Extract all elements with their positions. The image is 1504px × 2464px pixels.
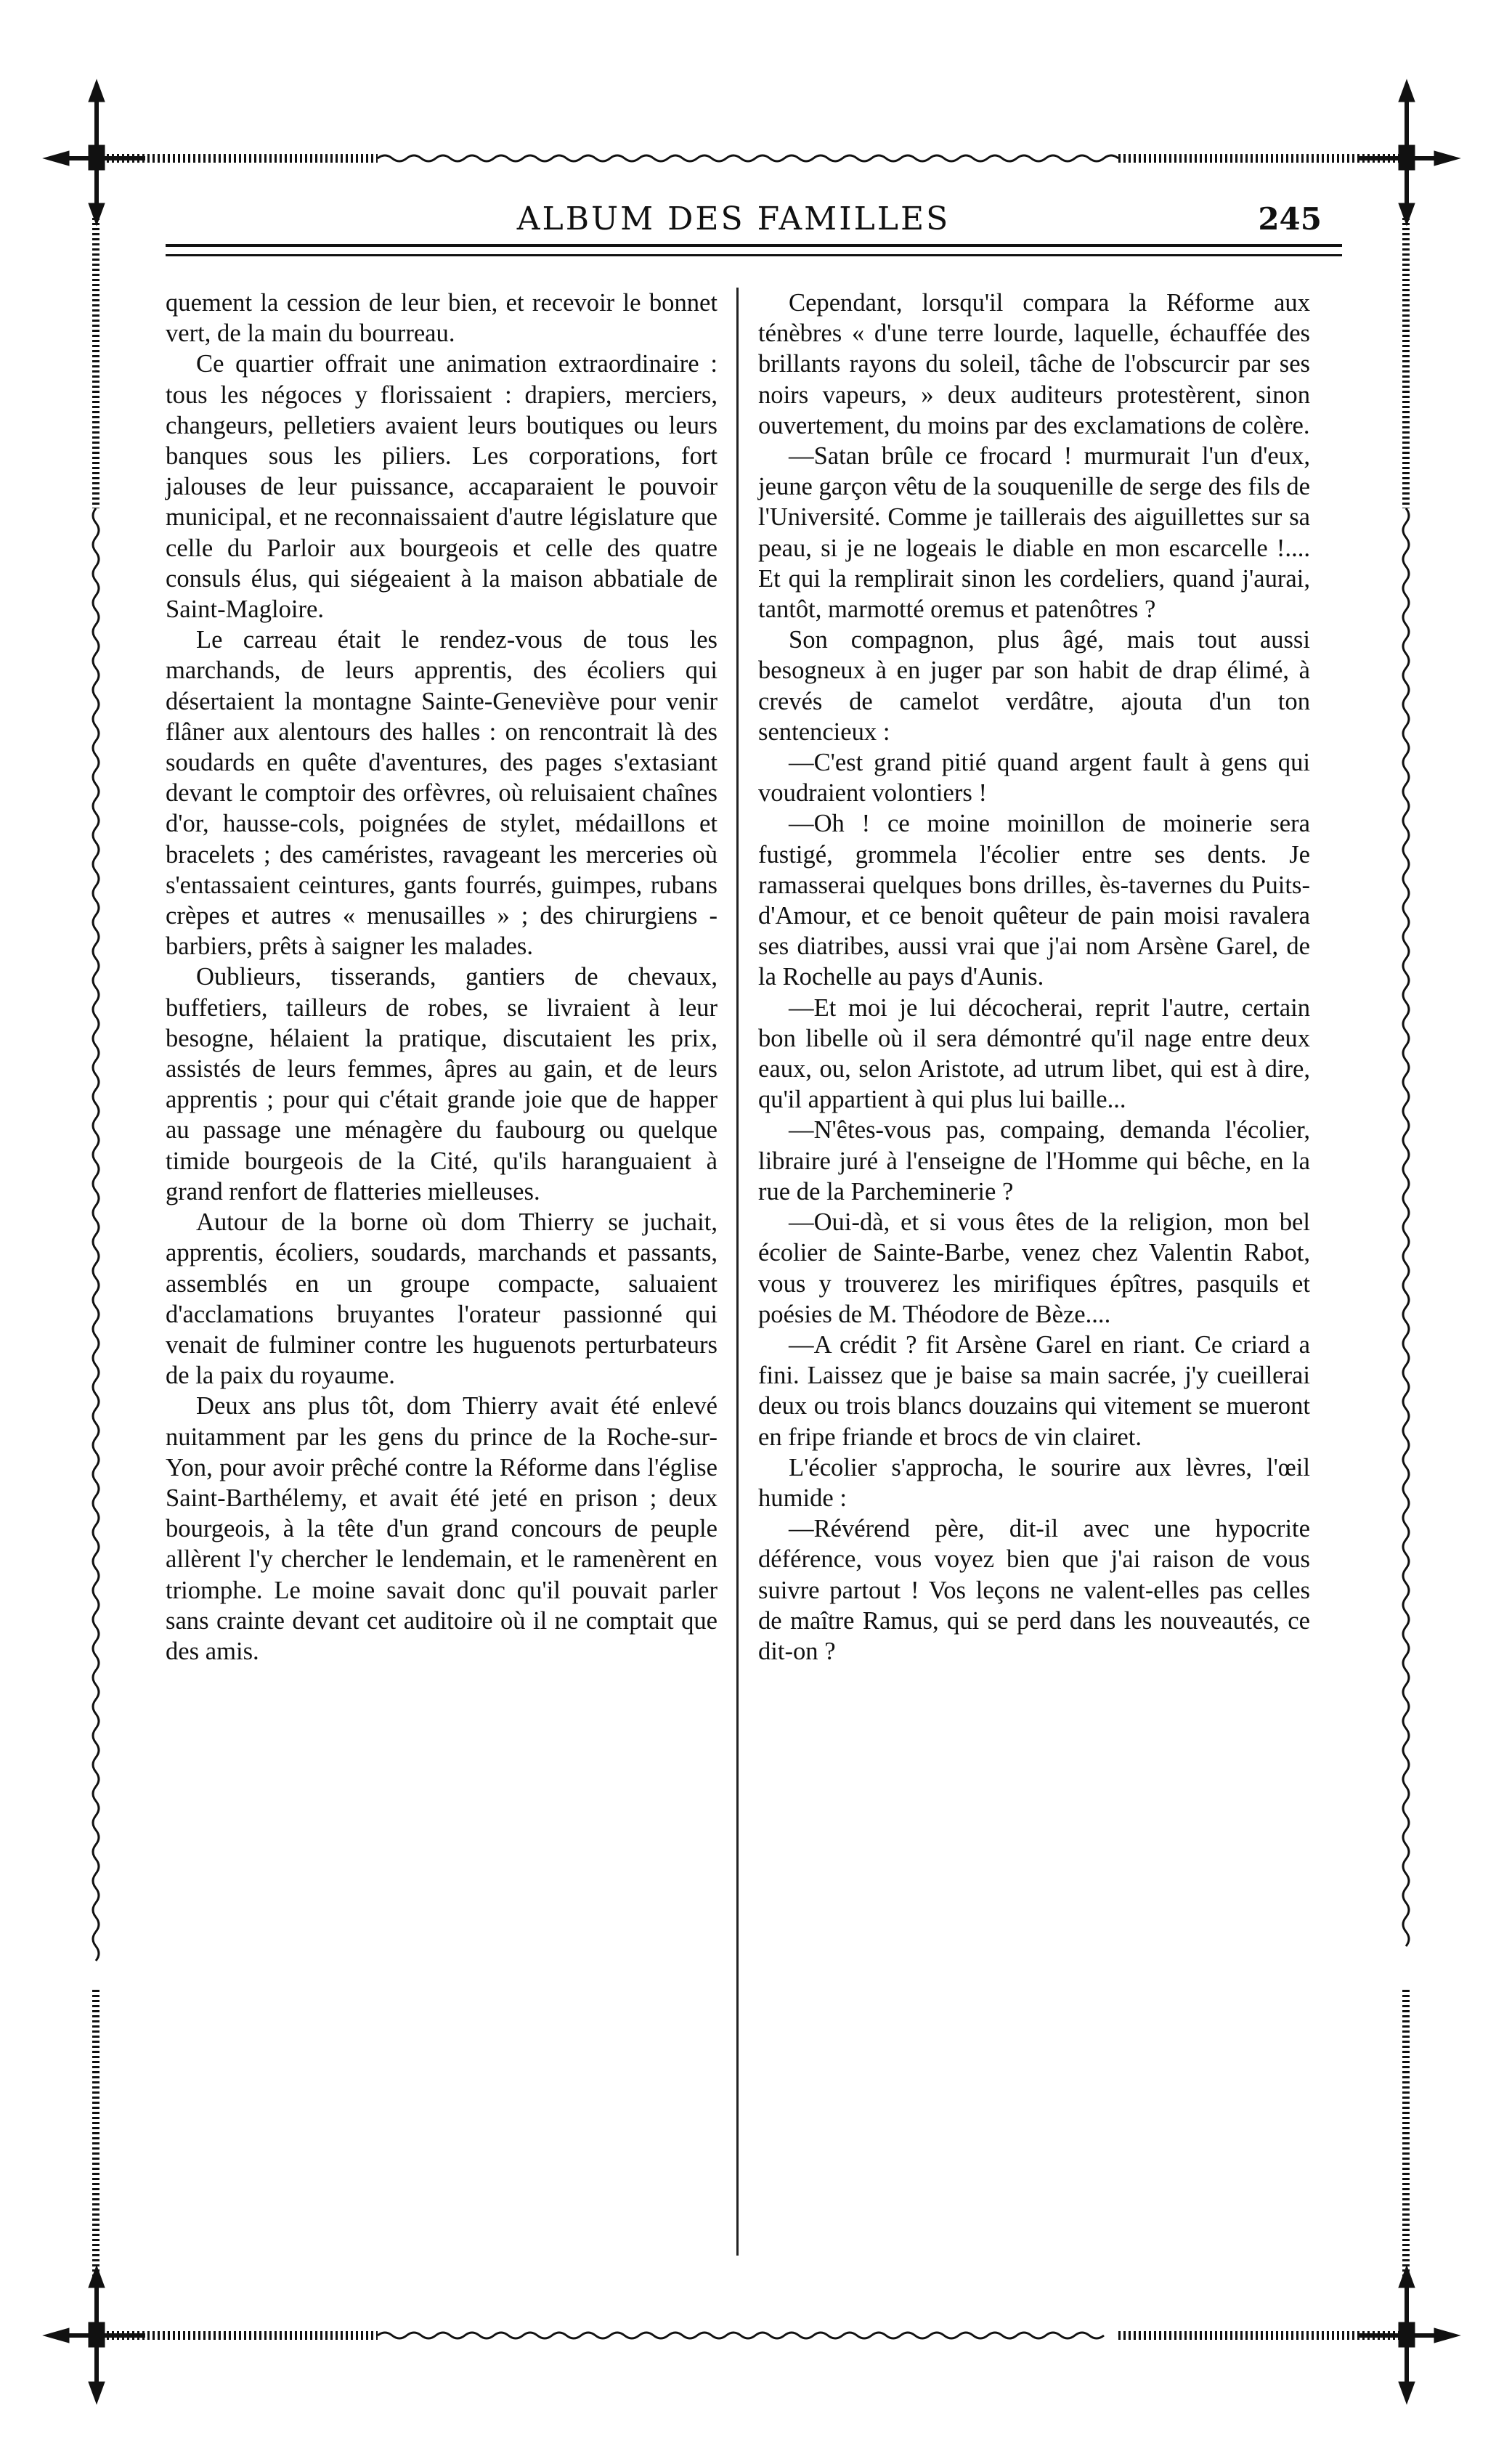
page-number: 245 (1258, 201, 1322, 237)
paragraph: Oublieurs, tisserands, gantiers de chevaux, buffetiers, tailleurs de robes, se livraient à leur besogne, hélaient la pratique, discutaient les prix, assistés de leurs femmes, âpres au gain, et de leurs apprentis ; pour qui c'était grande joie que de happer au passage une ménagère du faubourg ou quelque timide bourgeois de la Cité, qu'ils haranguaient à grand renfort de flatteries mielleuses. (166, 963, 718, 1205)
header-rule (166, 244, 1342, 247)
header-rule-thin (166, 254, 1342, 256)
paragraph: —Révérend père, dit-il avec une hypocrite déférence, vous voyez bien que j'ai raison de vous suivre partout ! Vos leçons ne valent-elles pas celles de maître Ramus, qui se perd dans les nouveautés, ce dit-on ? (758, 1515, 1310, 1665)
paragraph: Autour de la borne où dom Thierry se juchait, apprentis, écoliers, soudards, marchands et passants, assemblés en un groupe compacte, saluaient d'acclamations bruyantes l'orateur passionné qui venait de fulminer contre les huguenots perturbateurs de la paix du royaume. (166, 1208, 718, 1390)
running-title: ALBUM DES FAMILLES (516, 200, 951, 237)
paragraph: L'écolier s'approcha, le sourire aux lèvres, l'œil humide : (758, 1453, 1310, 1512)
paragraph: Cependant, lorsqu'il compara la Réforme aux ténèbres « d'une terre lourde, laquelle, échauffée des brillants rayons du soleil, tâche de l'obscurcir par ses noirs vapeurs, » deux auditeurs protestèrent, sinon ouvertement, du moins par des exclamations de colère. (758, 289, 1310, 439)
paragraph: —A crédit ? fit Arsène Garel en riant. Ce criard a fini. Laissez que je baise sa main sacrée, j'y cueillerai deux ou trois blancs douzains qui vitement se mueront en fripe friande et brocs de vin clairet. (758, 1330, 1310, 1451)
left-column (166, 288, 718, 1667)
paragraph: Ce quartier offrait une animation extraordinaire : tous les négoces y florissaient : drapiers, merciers, changeurs, pelletiers avaient leurs boutiques ou leurs banques sous les piliers. Les corporations, fort jalouses de leur puissance, accaparaient le pouvoir municipal, et ne reconnaissaient d'autre législature que celle du Parloir aux bourgeois et celle des quatre consuls élus, qui siégeaient à la maison abbatiale de Saint-Magloire. (166, 350, 718, 624)
paragraph: Deux ans plus tôt, dom Thierry avait été enlevé nuitamment par les gens du prince de la Roche-sur-Yon, pour avoir prêché contre la Réforme dans l'église Saint-Barthélemy, et avait été jeté en prison ; deux bourgeois, à la tête d'un grand concours de peuple allèrent l'y chercher le lendemain, et le ramenèrent en triomphe. Le moine savait donc qu'il pouvait parler sans crainte devant cet auditoire où il ne comptait que des amis. (166, 1392, 718, 1665)
column-divider (736, 288, 739, 2256)
paragraph: —C'est grand pitié quand argent fault à gens qui voudraient volontiers ! (758, 749, 1310, 808)
right-column (758, 288, 1310, 1667)
paragraph: —Oui-dà, et si vous êtes de la religion, mon bel écolier de Sainte-Barbe, venez chez Valentin Rabot, vous y trouverez les mirifiques épîtres, pasquils et poésies de M. Théodore de Bèze.... (758, 1208, 1310, 1328)
paragraph: —Oh ! ce moine moinillon de moinerie sera fustigé, grommela l'écolier entre ses dents. Je ramasserai quelques bons drilles, ès-tavernes du Puits-d'Amour, et ce benoit quêteur de pain moisi ravalera ses diatribes, aussi vrai que j'ai nom Arsène Garel, de la Rochelle au pays d'Aunis. (758, 810, 1310, 991)
paragraph: —N'êtes-vous pas, compaing, demanda l'écolier, libraire juré à l'enseigne de l'Homme qui bêche, en la rue de la Parcheminerie ? (758, 1116, 1310, 1205)
paragraph: —Et moi je lui décocherai, reprit l'autre, certain bon libelle où il sera démontré qu'il nage entre deux eaux, ou, selon Aristote, ad utrum libet, qui est à dire, qu'il appartient à qui plus lui baille... (758, 993, 1310, 1114)
paragraph: quement la cession de leur bien, et recevoir le bonnet vert, de la main du bourreau. (166, 289, 718, 348)
paragraph: Le carreau était le rendez-vous de tous les marchands, de leurs apprentis, des écoliers qui désertaient la montagne Sainte-Geneviève pour venir flâner aux alentours des halles : on rencontrait là des soudards en quête d'aventures, des pages s'extasiant devant le comptoir des orfèvres, où reluisaient chaînes d'or, hausse-cols, poignées de stylet, médaillons et bracelets ; des caméristes, ravageant les merceries où s'entassaient ceintures, gants fourrés, guimpes, rubans crèpes et autres « menusailles » ; des chirurgiens - barbiers, prêts à saigner les malades. (166, 626, 718, 961)
paragraph: —Satan brûle ce frocard ! murmurait l'un d'eux, jeune garçon vêtu de la souquenille de serge des fils de l'Université. Comme je taillerais des aiguillettes sur sa peau, si je ne logeais le diable en mon escarcelle !.... Et qui la remplirait sinon les cordeliers, quand j'aurai, tantôt, marmotté oremus et patenôtres ? (758, 442, 1310, 624)
paragraph: Son compagnon, plus âgé, mais tout aussi besogneux à en juger par son habit de drap élimé, à crevés de camelot verdâtre, ajouta d'un ton sentencieux : (758, 626, 1310, 746)
